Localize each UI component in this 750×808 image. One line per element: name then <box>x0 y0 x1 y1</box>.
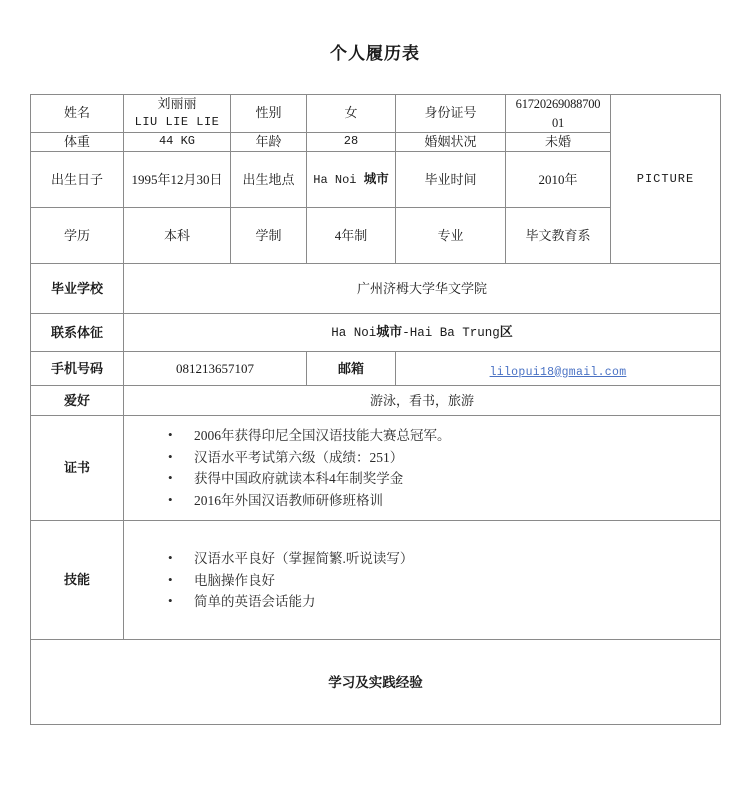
table-row-skills <box>31 521 721 640</box>
value-school-system: 4年制 <box>307 208 396 264</box>
value-major: 毕文教育系 <box>506 208 611 264</box>
label-school-system: 学制 <box>231 208 307 264</box>
table-row-name <box>31 95 721 132</box>
table-row-experience <box>31 640 721 725</box>
value-birth-date: 1995年12月30日 <box>124 152 231 208</box>
value-birth-place-cn: 城市 <box>363 172 389 187</box>
page-title: 个人履历表 <box>330 44 420 63</box>
experience-section-title: 学习及实践经验 <box>31 640 721 725</box>
skills-list <box>128 548 716 614</box>
label-email: 邮箱 <box>307 352 396 386</box>
value-age: 28 <box>307 132 396 152</box>
label-gender: 性别 <box>231 95 307 132</box>
address-latin-1: Ha Noi <box>331 326 377 341</box>
value-name-cn: 刘丽丽 <box>157 96 197 112</box>
table-row-contact <box>31 352 721 386</box>
value-certificates <box>124 416 721 521</box>
label-certificates: 证书 <box>31 416 124 521</box>
value-contact-address <box>124 314 721 352</box>
value-education: 本科 <box>124 208 231 264</box>
label-phone: 手机号码 <box>31 352 124 386</box>
value-hobbies: 游泳，看书，旅游 <box>124 386 721 416</box>
label-contact-address: 联系体征 <box>31 314 124 352</box>
resume-table-wrapper <box>0 94 750 725</box>
label-id-number: 身份证号 <box>396 95 506 132</box>
table-row-graduation-school <box>31 264 721 314</box>
certificates-list <box>128 425 716 512</box>
label-skills: 技能 <box>31 521 124 640</box>
table-row-certificates <box>31 416 721 521</box>
list-item: • 电脑操作良好 <box>168 570 716 592</box>
label-age: 年龄 <box>231 132 307 152</box>
list-item: • 2006年获得印尼全国汉语技能大赛总冠军。 <box>168 425 716 447</box>
value-name <box>124 95 231 132</box>
list-item: • 获得中国政府就读本科4年制奖学金 <box>168 468 716 490</box>
label-graduation-school: 毕业学校 <box>31 264 124 314</box>
value-phone: 081213657107 <box>124 352 307 386</box>
list-item: • 2016年外国汉语教师研修班格训 <box>168 490 716 512</box>
address-latin-2: -Hai Ba Trung <box>402 326 500 341</box>
value-email-cell <box>396 352 721 386</box>
label-graduation-time: 毕业时间 <box>396 152 506 208</box>
value-weight: 44 KG <box>124 132 231 152</box>
list-item: • 简单的英语会话能力 <box>168 591 716 613</box>
value-birth-place <box>307 152 396 208</box>
resume-table <box>30 94 721 725</box>
label-education: 学历 <box>31 208 124 264</box>
label-hobbies: 爱好 <box>31 386 124 416</box>
email-link[interactable]: lilopui18@gmail.com <box>489 365 627 379</box>
value-id-number: 61720269088700 01 <box>506 95 611 132</box>
value-graduation-school: 广州济栂大学华文学院 <box>124 264 721 314</box>
label-birth-place: 出生地点 <box>231 152 307 208</box>
value-name-en: LIU LIE LIE <box>134 115 220 130</box>
list-item: • 汉语水平考试第六级（成绩：251） <box>168 447 716 469</box>
label-birth-date: 出生日子 <box>31 152 124 208</box>
list-item: • 汉语水平良好（掌握简繁.听说读写） <box>168 548 716 570</box>
label-major: 专业 <box>396 208 506 264</box>
value-marital-status: 未婚 <box>506 132 611 152</box>
photo-placeholder: PICTURE <box>611 95 721 264</box>
address-cn-1: 城市 <box>376 324 403 340</box>
table-row-contact-address <box>31 314 721 352</box>
table-row-hobbies <box>31 386 721 416</box>
value-skills <box>124 521 721 640</box>
address-cn-2: 区 <box>499 324 513 340</box>
label-name: 姓名 <box>31 95 124 132</box>
value-graduation-time: 2010年 <box>506 152 611 208</box>
value-gender: 女 <box>307 95 396 132</box>
label-marital-status: 婚姻状况 <box>396 132 506 152</box>
label-weight: 体重 <box>31 132 124 152</box>
value-birth-place-latin: Ha Noi <box>313 173 364 188</box>
